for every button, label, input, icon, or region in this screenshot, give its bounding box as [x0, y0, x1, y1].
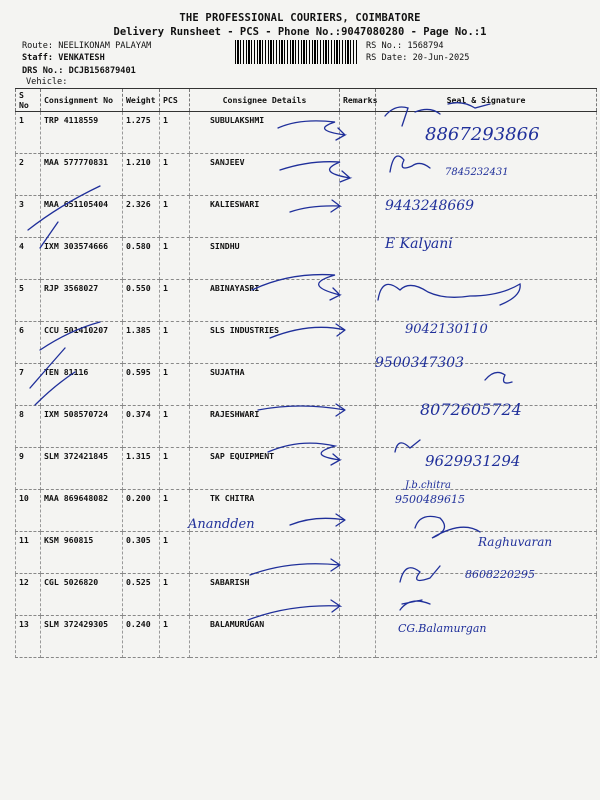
- hw-row-11b: Raghuvaran: [478, 535, 553, 549]
- cell-consignment-no: MAA 651105404: [41, 196, 123, 238]
- cell-consignment-no: CCU 501410207: [41, 322, 123, 364]
- cell-consignment-no: TEN 81116: [41, 364, 123, 406]
- cell-pcs: 1: [160, 532, 190, 574]
- cell-consignee: RAJESHWARI: [190, 406, 340, 448]
- cell-remarks: [340, 616, 376, 658]
- cell-consignee: KALIESWARI: [190, 196, 340, 238]
- hw-row-13: CG.Balamurgan: [398, 622, 487, 635]
- cell-signature: [376, 448, 597, 490]
- cell-remarks: [340, 238, 376, 280]
- col-signature: Seal & Signature: [376, 89, 597, 112]
- hw-row-4: E Kalyani: [385, 236, 453, 252]
- cell-sno: 5: [16, 280, 41, 322]
- col-pcs: PCS: [160, 89, 190, 112]
- col-consignment: Consignment No: [41, 89, 123, 112]
- runsheet-table: [15, 88, 597, 658]
- cell-pcs: 1: [160, 280, 190, 322]
- cell-pcs: 1: [160, 490, 190, 532]
- table-row: [16, 364, 597, 406]
- cell-pcs: 1: [160, 448, 190, 490]
- company-title: THE PROFESSIONAL COURIERS, COIMBATORE: [179, 12, 421, 24]
- cell-signature: [376, 196, 597, 238]
- hw-row-11a: Anandden: [188, 517, 255, 532]
- cell-pcs: 1: [160, 154, 190, 196]
- cell-consignee: SANJEEV: [190, 154, 340, 196]
- cell-remarks: [340, 154, 376, 196]
- rs-date: RS Date: 20-Jun-2025: [366, 53, 470, 63]
- cell-consignment-no: CGL 5026820: [41, 574, 123, 616]
- cell-signature: [376, 154, 597, 196]
- table-row: [16, 154, 597, 196]
- cell-consignment-no: IXM 508570724: [41, 406, 123, 448]
- cell-pcs: 1: [160, 238, 190, 280]
- route-label: Route: NEELIKONAM PALAYAM: [22, 41, 152, 51]
- cell-weight: 1.315: [123, 448, 160, 490]
- cell-sno: 12: [16, 574, 41, 616]
- rs-number: RS No.: 1568794: [366, 41, 444, 51]
- cell-consignment-no: TRP 4118559: [41, 112, 123, 154]
- table-row: [16, 616, 597, 658]
- table-header-row: [16, 89, 597, 112]
- cell-signature: [376, 616, 597, 658]
- table-row: [16, 238, 597, 280]
- cell-sno: 6: [16, 322, 41, 364]
- hw-row-1: 8867293866: [425, 124, 540, 145]
- cell-signature: [376, 574, 597, 616]
- cell-pcs: 1: [160, 616, 190, 658]
- barcode: [235, 40, 357, 64]
- cell-signature: [376, 112, 597, 154]
- cell-pcs: 1: [160, 112, 190, 154]
- drs-label: DRS No.: DCJB156879401: [22, 66, 136, 76]
- cell-weight: 1.275: [123, 112, 160, 154]
- cell-sno: 8: [16, 406, 41, 448]
- cell-consignee: SAP EQUIPMENT: [190, 448, 340, 490]
- cell-consignment-no: MAA 869648082: [41, 490, 123, 532]
- col-sno: S No: [16, 89, 41, 112]
- cell-consignee: SUBULAKSHMI: [190, 112, 340, 154]
- cell-remarks: [340, 112, 376, 154]
- cell-signature: [376, 322, 597, 364]
- cell-consignee: SUJATHA: [190, 364, 340, 406]
- cell-weight: 0.550: [123, 280, 160, 322]
- cell-consignment-no: MAA 577770831: [41, 154, 123, 196]
- cell-sno: 11: [16, 532, 41, 574]
- cell-weight: 1.210: [123, 154, 160, 196]
- cell-weight: 0.305: [123, 532, 160, 574]
- cell-consignee: SABARISH: [190, 574, 340, 616]
- cell-remarks: [340, 322, 376, 364]
- table-row: [16, 574, 597, 616]
- cell-consignment-no: IXM 303574666: [41, 238, 123, 280]
- cell-pcs: 1: [160, 406, 190, 448]
- cell-pcs: 1: [160, 196, 190, 238]
- cell-signature: [376, 490, 597, 532]
- table-row: [16, 280, 597, 322]
- cell-sno: 1: [16, 112, 41, 154]
- cell-weight: 2.326: [123, 196, 160, 238]
- cell-remarks: [340, 490, 376, 532]
- table-row: [16, 322, 597, 364]
- hw-row-12: 8608220295: [465, 568, 535, 581]
- table-row: [16, 196, 597, 238]
- hw-row-3: 9443248669: [385, 198, 475, 214]
- cell-weight: 0.525: [123, 574, 160, 616]
- cell-sno: 7: [16, 364, 41, 406]
- table-row: [16, 490, 597, 532]
- vehicle-label: Vehicle:: [26, 77, 68, 87]
- cell-remarks: [340, 196, 376, 238]
- hw-row-7: 9500347303: [375, 355, 465, 371]
- cell-weight: 0.595: [123, 364, 160, 406]
- cell-weight: 0.200: [123, 490, 160, 532]
- table-row: [16, 448, 597, 490]
- hw-row-6: 9042130110: [405, 322, 488, 337]
- hw-row-10a: J.b.chitra: [405, 480, 451, 491]
- cell-signature: [376, 280, 597, 322]
- cell-sno: 9: [16, 448, 41, 490]
- cell-consignment-no: SLM 372429305: [41, 616, 123, 658]
- cell-weight: 0.240: [123, 616, 160, 658]
- table-body: [16, 112, 597, 658]
- cell-sno: 10: [16, 490, 41, 532]
- hw-row-9: 9629931294: [425, 452, 521, 470]
- cell-signature: [376, 364, 597, 406]
- cell-signature: [376, 406, 597, 448]
- cell-weight: 0.374: [123, 406, 160, 448]
- cell-remarks: [340, 574, 376, 616]
- cell-sno: 4: [16, 238, 41, 280]
- runsheet-subtitle: Delivery Runsheet - PCS - Phone No.:9047080280 - Page No.:1: [113, 26, 487, 38]
- cell-sno: 13: [16, 616, 41, 658]
- table-row: [16, 532, 597, 574]
- cell-consignment-no: SLM 372421845: [41, 448, 123, 490]
- col-weight: Weight: [123, 89, 160, 112]
- col-consignee: Consignee Details: [190, 89, 340, 112]
- cell-sno: 3: [16, 196, 41, 238]
- table-row: [16, 406, 597, 448]
- cell-sno: 2: [16, 154, 41, 196]
- cell-pcs: 1: [160, 364, 190, 406]
- cell-pcs: 1: [160, 574, 190, 616]
- cell-consignment-no: KSM 960815: [41, 532, 123, 574]
- table-row: [16, 112, 597, 154]
- cell-remarks: [340, 532, 376, 574]
- cell-remarks: [340, 280, 376, 322]
- hw-row-8: 8072605724: [420, 400, 522, 419]
- col-remarks: Remarks: [340, 89, 376, 112]
- cell-consignee: BALAMURUGAN: [190, 616, 340, 658]
- hw-row-10b: 9500489615: [395, 493, 465, 506]
- cell-signature: [376, 532, 597, 574]
- cell-consignee: TK CHITRA: [190, 490, 340, 532]
- cell-weight: 0.580: [123, 238, 160, 280]
- cell-weight: 1.385: [123, 322, 160, 364]
- hw-row-2: 7845232431: [445, 167, 509, 178]
- cell-consignee: SINDHU: [190, 238, 340, 280]
- cell-remarks: [340, 406, 376, 448]
- cell-consignee: SLS INDUSTRIES: [190, 322, 340, 364]
- cell-remarks: [340, 364, 376, 406]
- cell-remarks: [340, 448, 376, 490]
- cell-consignee: [190, 532, 340, 574]
- staff-label: Staff: VENKATESH: [22, 53, 105, 63]
- cell-signature: [376, 238, 597, 280]
- cell-consignment-no: RJP 3568027: [41, 280, 123, 322]
- cell-pcs: 1: [160, 322, 190, 364]
- cell-consignee: ABINAYASRI: [190, 280, 340, 322]
